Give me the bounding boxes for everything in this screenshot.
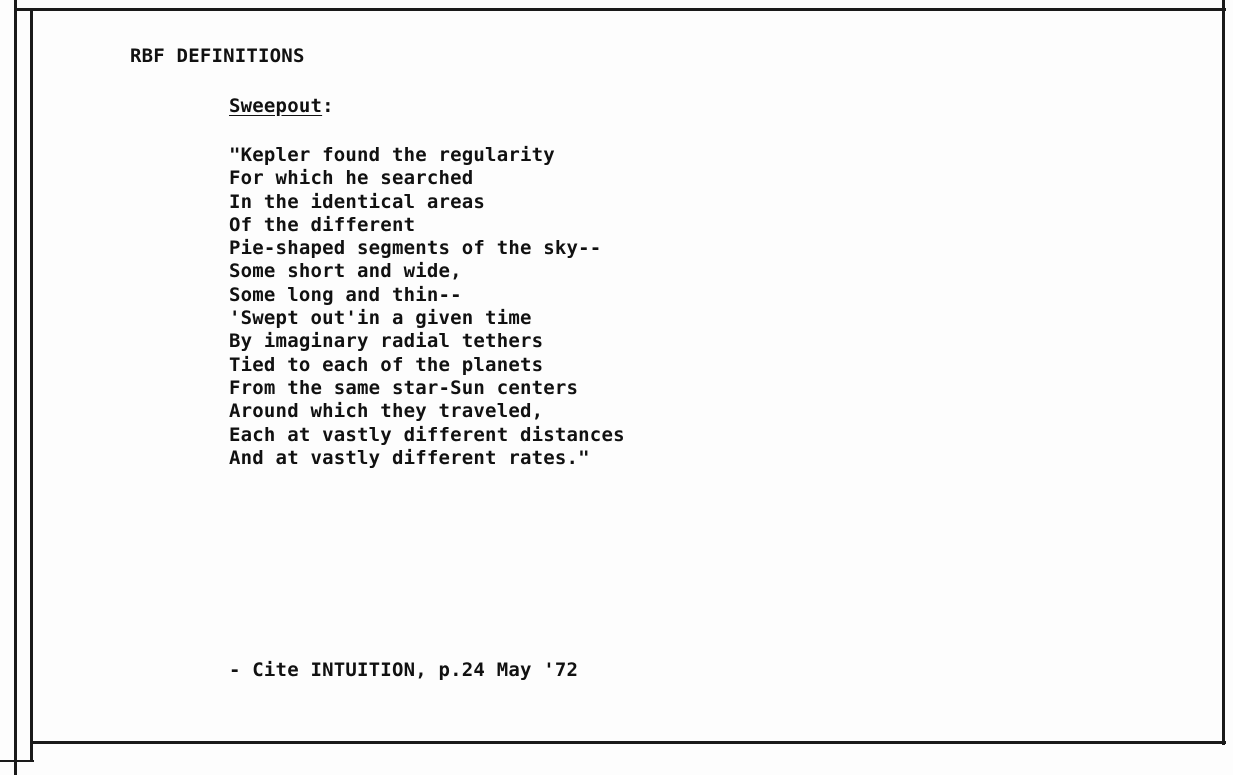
definition-term bbox=[229, 94, 334, 118]
quote-line: Pie-shaped segments of the sky-- bbox=[229, 237, 602, 260]
document-heading: RBF DEFINITIONS bbox=[130, 45, 305, 67]
quote-line: 'Swept out'in a given time bbox=[229, 307, 532, 330]
card-border-right bbox=[1222, 0, 1225, 745]
definition-quote bbox=[229, 144, 625, 470]
card-border-top bbox=[14, 8, 1226, 11]
quote-line: For which he searched bbox=[229, 167, 474, 190]
quote-line: Each at vastly different distances bbox=[229, 423, 625, 446]
card-border-left-outer bbox=[14, 0, 17, 775]
definition-term-colon: : bbox=[322, 95, 334, 117]
quote-line: And at vastly different rates." bbox=[229, 446, 590, 469]
card-border-bottom-left bbox=[0, 760, 34, 762]
card-border-bottom bbox=[30, 741, 1226, 744]
quote-line: Some short and wide, bbox=[229, 260, 462, 283]
quote-line: Around which they traveled, bbox=[229, 400, 544, 423]
quote-line: By imaginary radial tethers bbox=[229, 330, 544, 353]
quote-line: Tied to each of the planets bbox=[229, 353, 544, 376]
quote-line: In the identical areas bbox=[229, 190, 486, 213]
citation: - Cite INTUITION, p.24 May '72 bbox=[229, 659, 579, 681]
quote-line: Of the different bbox=[229, 213, 416, 236]
definition-term-word: Sweepout bbox=[229, 95, 323, 117]
quote-line: Some long and thin-- bbox=[229, 283, 462, 306]
card-border-left-inner bbox=[30, 10, 33, 762]
quote-line: "Kepler found the regularity bbox=[229, 144, 555, 166]
quote-line: From the same star-Sun centers bbox=[229, 376, 579, 399]
